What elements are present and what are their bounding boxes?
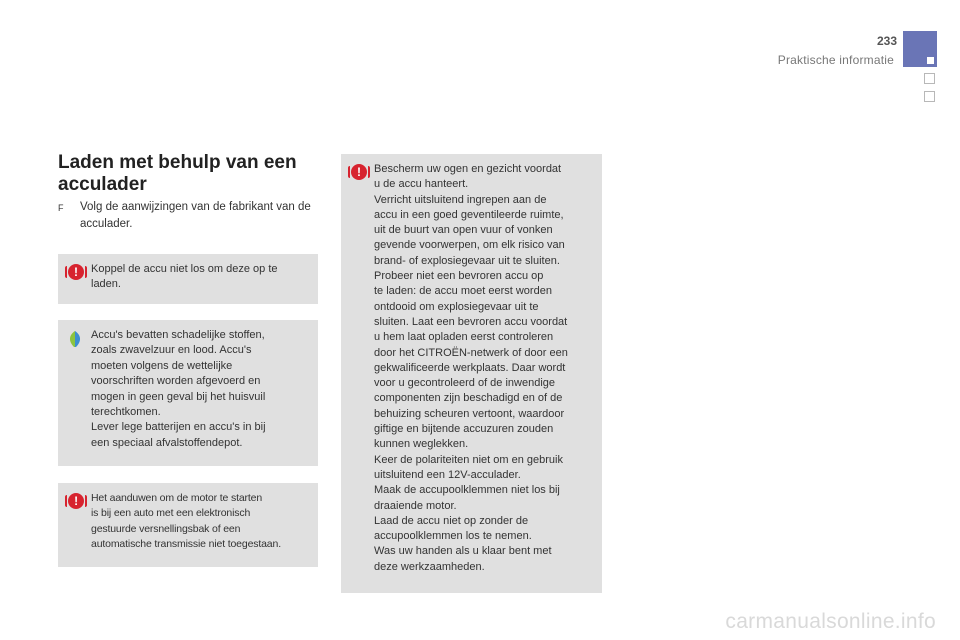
instruction-item	[58, 199, 318, 233]
instruction-text: Volg de aanwijzingen van de fabrikant van de acculader.	[80, 201, 311, 230]
note-box-push-start	[58, 483, 318, 567]
note-box-safety	[341, 154, 602, 593]
environment-leaf-icon	[66, 330, 84, 348]
note-text: Bescherm uw ogen en gezicht voordat u de accu hanteert. Verricht uitsluitend ingrepen aan de accu in een goed geventileerde ruimte, uit de buurt van open vuur of vonken gevende voorwerpen, om elk risico van brand- of explosiegevaar uit te sluiten. Probeer niet een bevroren accu op te laden: de accu moet eerst worden ontdooid om explosiegevaar uit te sluiten. Laat een bevroren accu voordat u hem laat opladen eerst controleren door het CITROËN-netwerk of door een gekwalificeerde werkplaats. Daar wordt voor u gecontroleerd of de inwendige componenten zijn beschadigd en of de behuizing scheuren vertoont, waardoor giftige en bijtende accuzuren zouden kunnen weglekken. Keer de polariteiten niet om en gebruik uitsluitend een 12V-acculader. Maak de accupoolklemmen niet los bij draaiende motor. Laad de accu niet op zonder de accupoolklemmen los te nemen. Was uw handen als u klaar bent met deze werkzaamheden.	[374, 163, 568, 573]
chapter-tab-marker-icon	[927, 57, 934, 64]
section-label: Praktische informatie	[777, 53, 894, 67]
warning-icon: !	[351, 164, 367, 180]
note-box-unplug	[58, 254, 318, 304]
page-number: 233	[876, 34, 897, 48]
note-text: Het aanduwen om de motor te starten is bij een auto met een elektronisch gestuurde versnellingsbak of een automatische transmissie niet toegestaan.	[91, 492, 281, 551]
warning-icon: !	[68, 264, 84, 280]
chapter-tab-empty-2[interactable]	[924, 91, 935, 102]
section-title: Laden met behulp van een acculader	[58, 152, 297, 195]
note-text: Koppel de accu niet los om deze op te laden.	[91, 263, 278, 291]
note-box-environment	[58, 320, 318, 466]
instruction-bullet: F	[58, 203, 64, 213]
watermark: carmanualsonline.info	[725, 610, 936, 633]
note-text: Accu's bevatten schadelijke stoffen, zoals zwavelzuur en lood. Accu's moeten volgens de wettelijke voorschriften worden afgevoerd en mogen in geen geval bij het huisvuil terechtkomen. Lever lege batterijen en accu's in bij een speciaal afvalstoffendepot.	[91, 329, 266, 449]
chapter-tab[interactable]	[903, 31, 937, 67]
chapter-tab-empty-1[interactable]	[924, 73, 935, 84]
warning-icon: !	[68, 493, 84, 509]
